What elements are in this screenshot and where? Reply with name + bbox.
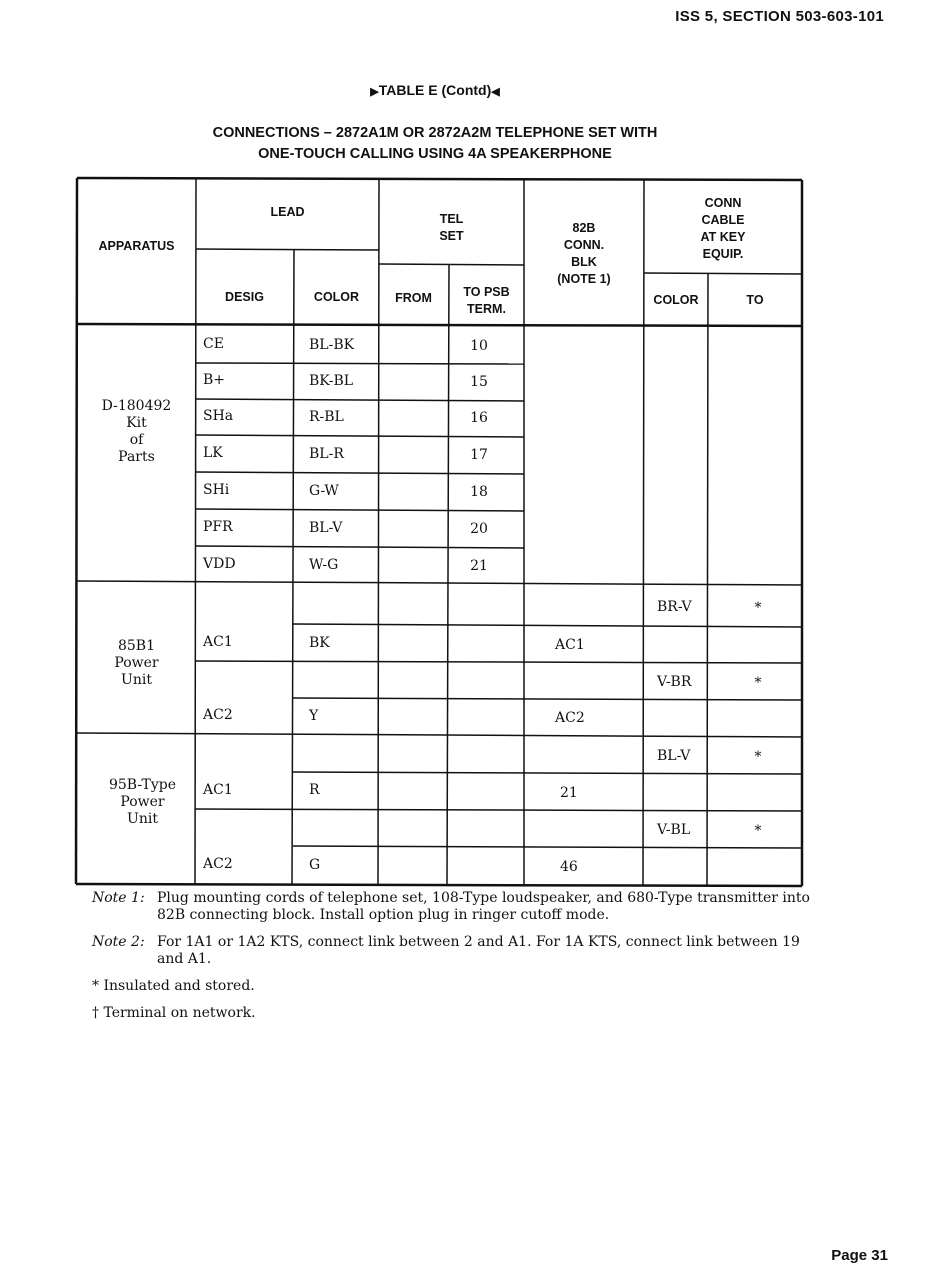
header-82b-line4: (NOTE 1) (557, 272, 611, 286)
kit-row-2-to-psb: 15 (470, 374, 488, 390)
header-tel-set-line2: SET (439, 229, 464, 243)
header-conn-line2: CABLE (701, 213, 745, 227)
kit-row-3-color: R-BL (309, 409, 344, 425)
kit-row-1-desig: CE (203, 336, 224, 352)
note-1-label: Note 1: (92, 890, 145, 906)
footnote-asterisk-text: Insulated and stored. (103, 978, 255, 994)
p85-row-2-desig: AC1 (203, 634, 233, 650)
kit-row-5-to-psb: 18 (470, 484, 488, 500)
kit-row-7-color: W-G (309, 557, 339, 573)
page-number: Page 31 (831, 1247, 888, 1264)
header-conn-line3: AT KEY (700, 230, 746, 244)
header-desig: DESIG (225, 290, 264, 304)
apparatus-kit-line4: Parts (118, 449, 155, 465)
apparatus-95b-line2: Power (120, 794, 165, 810)
p95-row-4-color: G (309, 857, 321, 873)
footnote-dagger-text: Terminal on network. (103, 1005, 256, 1021)
p95-row-1-conn-color: BL-V (657, 748, 691, 764)
header-82b-line1: 82B (572, 221, 596, 235)
header-to-psb (449, 284, 524, 318)
header-tel-set-line1: TEL (439, 212, 464, 226)
kit-row-1-to-psb: 10 (470, 338, 488, 354)
p85-row-3-conn-color: V-BR (657, 674, 692, 690)
p85-row-1-conn-to: * (754, 600, 762, 616)
header-to-psb-line2: TERM. (467, 302, 506, 316)
p95-row-4-desig: AC2 (203, 856, 233, 872)
p85-row-1-conn-color: BR-V (657, 599, 692, 615)
p85-row-2-blk: AC1 (555, 637, 585, 653)
kit-row-5-color: G-W (309, 483, 339, 499)
kit-row-7-to-psb: 21 (470, 558, 488, 574)
kit-row-6-to-psb: 20 (470, 521, 488, 537)
p95-row-2-color: R (309, 782, 320, 798)
header-color: COLOR (313, 290, 360, 304)
p95-row-2-desig: AC1 (203, 782, 233, 798)
apparatus-85b1-line3: Unit (121, 672, 152, 688)
apparatus-85b1-line1: 85B1 (117, 638, 155, 654)
apparatus-kit-line1: D-180492 (101, 398, 172, 414)
header-apparatus: APPARATUS (98, 239, 175, 253)
p85-row-4-desig: AC2 (203, 707, 233, 723)
triangle-right-icon: ▶ (370, 86, 379, 98)
p95-row-1-conn-to: * (754, 749, 762, 765)
p85-row-4-color: Y (309, 708, 319, 724)
kit-row-4-desig: LK (203, 445, 223, 461)
header-from: FROM (395, 291, 432, 305)
header-conn-to: TO (746, 293, 764, 307)
note-2-text: For 1A1 or 1A2 KTS, connect link between 2 and A1. For 1A KTS, connect link between 19 and A1. (157, 934, 800, 967)
kit-row-4-to-psb: 17 (470, 447, 488, 463)
kit-row-5-desig: SHi (203, 482, 230, 498)
footnote-asterisk-mark: * (92, 978, 99, 994)
header-conn-color: COLOR (653, 293, 699, 307)
header-82b-blk (524, 220, 644, 288)
apparatus-kit-line3: of (129, 432, 144, 448)
p95-row-4-blk: 46 (560, 859, 578, 875)
p95-row-2-blk: 21 (560, 785, 578, 801)
p85-row-2-color: BK (309, 635, 330, 651)
kit-row-1-color: BL-BK (309, 337, 355, 353)
apparatus-95b (84, 777, 201, 828)
kit-row-2-color: BK-BL (309, 373, 354, 389)
triangle-left-icon: ◀ (491, 86, 500, 98)
header-82b-line2: CONN. (563, 238, 605, 252)
note-2-label: Note 2: (92, 934, 145, 950)
apparatus-95b-line3: Unit (127, 811, 158, 827)
header-tel-set (379, 211, 524, 245)
note-1 (92, 890, 812, 924)
subtitle-line-1: CONNECTIONS – 2872A1M OR 2872A2M TELEPHONE SET WITH (212, 125, 658, 141)
kit-row-3-desig: SHa (203, 408, 234, 424)
notes-section (92, 890, 812, 1032)
kit-row-4-color: BL-R (309, 446, 344, 462)
kit-row-2-desig: B+ (203, 372, 226, 388)
section-reference: ISS 5, SECTION 503-603-101 (675, 8, 884, 25)
header-conn-cable (644, 195, 802, 263)
kit-row-7-desig: VDD (203, 556, 236, 572)
header-lead: LEAD (270, 205, 305, 219)
kit-row-6-color: BL-V (309, 520, 343, 536)
header-conn-line1: CONN (704, 196, 742, 210)
footnote-dagger (92, 1005, 812, 1022)
note-1-text: Plug mounting cords of telephone set, 108-Type loudspeaker, and 680-Type transmitter into 82B connecting block. Install option plug in ringer cutoff mode. (157, 890, 810, 923)
p85-row-3-conn-to: * (754, 675, 762, 691)
table-title-text: TABLE E (Contd) (378, 82, 492, 98)
footnote-asterisk (92, 978, 812, 995)
subtitle-line-2: ONE-TOUCH CALLING USING 4A SPEAKERPHONE (258, 146, 612, 162)
apparatus-95b-line1: 95B-Type (108, 777, 177, 793)
apparatus-kit-line2: Kit (126, 415, 147, 431)
header-conn-line4: EQUIP. (702, 247, 744, 261)
apparatus-85b1 (78, 638, 195, 689)
p95-row-3-conn-color: V-BL (657, 822, 691, 838)
footnote-dagger-mark: † (92, 1005, 99, 1021)
kit-row-6-desig: PFR (203, 519, 233, 535)
apparatus-85b1-line2: Power (114, 655, 159, 671)
header-to-psb-line1: TO PSB (463, 285, 510, 299)
p95-row-3-conn-to: * (754, 823, 762, 839)
apparatus-kit (78, 398, 195, 466)
kit-row-3-to-psb: 16 (470, 410, 488, 426)
note-2 (92, 934, 812, 968)
p85-row-4-blk: AC2 (555, 710, 585, 726)
header-82b-line3: BLK (571, 255, 597, 269)
